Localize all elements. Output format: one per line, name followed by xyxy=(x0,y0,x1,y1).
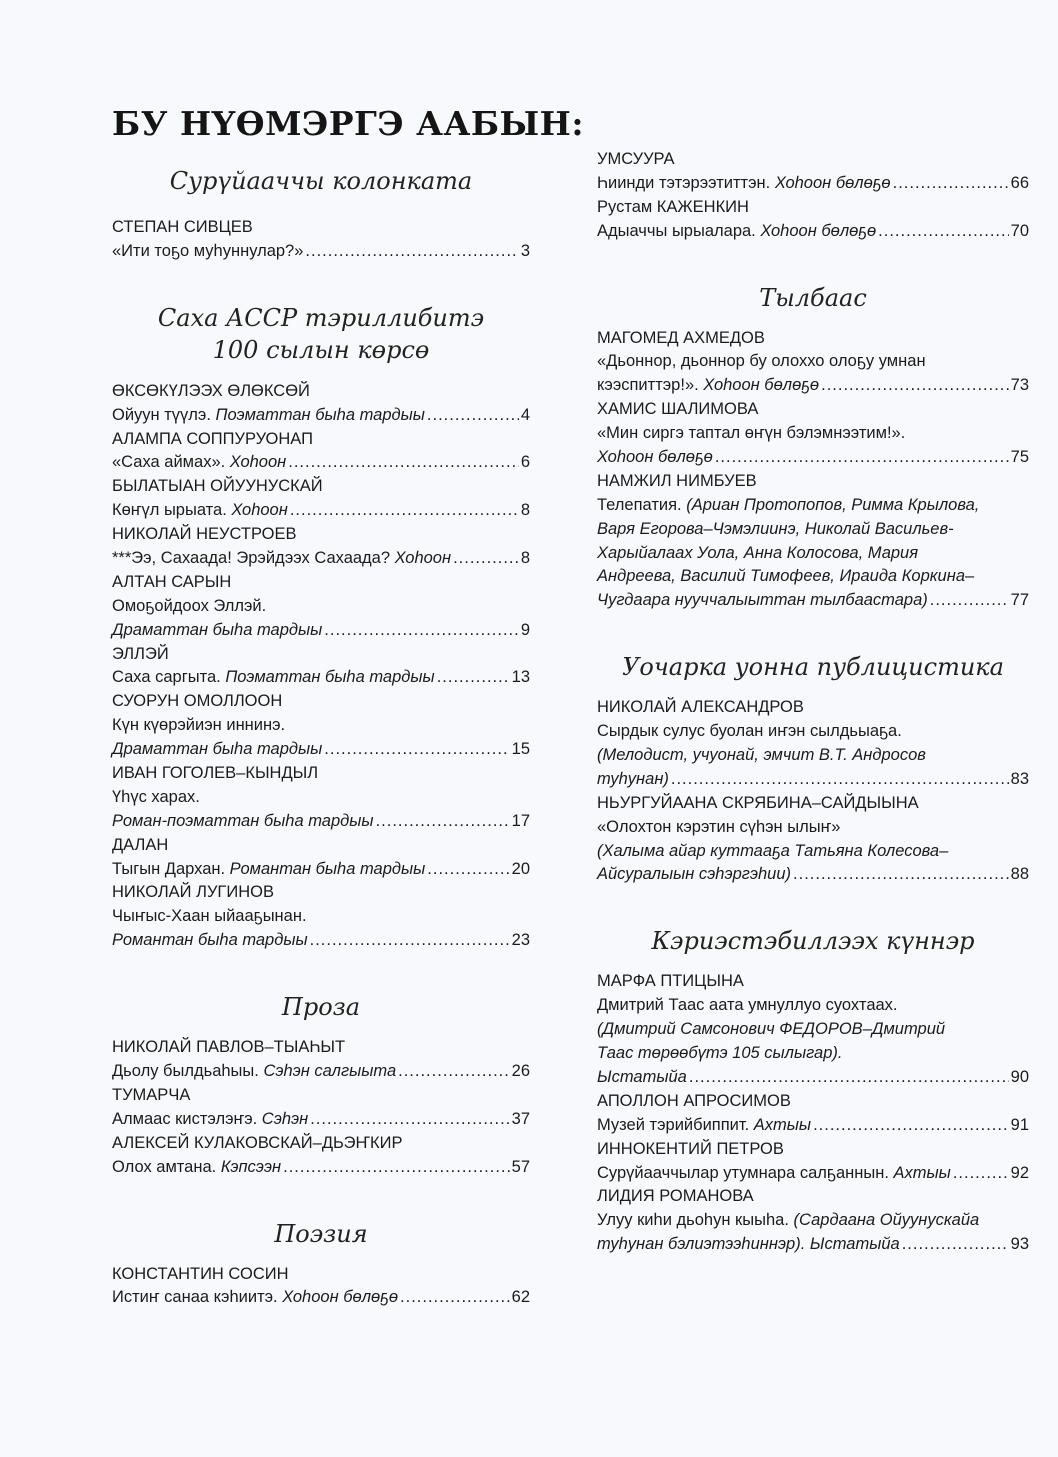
entry-author: УМСУУРА xyxy=(597,150,675,168)
entry-title: Сурүйааччылар утумнара салҕаннын. xyxy=(597,1163,894,1182)
dot-leader xyxy=(376,810,510,834)
entry-title-line xyxy=(112,1156,530,1180)
toc-column-right xyxy=(597,148,1029,1257)
section-heading xyxy=(597,887,1029,970)
entry-genre: Чугдаара нууччалыыттан тылбаастара) xyxy=(597,591,928,610)
entry-title-line xyxy=(112,858,530,882)
entry-title-line xyxy=(597,589,1029,613)
section-heading xyxy=(112,150,530,216)
entry-genre: Хоһоон бөлөҕө xyxy=(774,173,891,192)
toc-entry xyxy=(112,834,530,882)
toc-entry xyxy=(112,1132,530,1180)
entry-title-line xyxy=(597,1162,1029,1186)
entry-title-line xyxy=(112,404,530,428)
page-number: 62 xyxy=(511,1288,530,1307)
entry-author: СУОРУН ОМОЛЛООН xyxy=(112,692,283,711)
entry-genre: туһунан) xyxy=(597,769,669,788)
dot-leader xyxy=(953,1162,1009,1186)
entry-title-line xyxy=(597,446,1029,470)
entry-title-line xyxy=(597,374,1029,398)
entry-title-line xyxy=(112,786,530,810)
page-number: 26 xyxy=(511,1062,530,1081)
entry-title-line xyxy=(597,1042,1029,1066)
toc-entry xyxy=(112,762,530,834)
entry-title: Дмитрий Таас аата умнуллуо суохтаах. xyxy=(597,996,898,1015)
toc-entry xyxy=(597,970,1029,1089)
entry-genre: туһунан бэлиэтээһиннэр). Ыстатыйа xyxy=(597,1235,900,1254)
page-number: 17 xyxy=(511,811,530,830)
page-number: 3 xyxy=(520,241,530,260)
entry-title-line xyxy=(112,499,530,523)
entry-title: ***Ээ, Сахаада! Эрэйдээх Сахаада? xyxy=(112,549,395,568)
entry-author: МАРФА ПТИЦЫНА xyxy=(597,972,744,991)
entry-title-line xyxy=(597,863,1029,887)
entry-title-line xyxy=(112,1108,530,1132)
entry-title-line xyxy=(597,172,1029,196)
dot-leader xyxy=(821,374,1009,398)
entry-title-line xyxy=(112,619,530,643)
entry-author: ТУМАРЧА xyxy=(112,1085,191,1104)
toc-entry xyxy=(597,398,1029,470)
dot-leader xyxy=(305,240,518,264)
toc-entry xyxy=(112,690,530,762)
entry-genre: Хоһоон бөлөҕө xyxy=(597,448,713,467)
dot-leader xyxy=(400,1286,510,1310)
entry-author: ХАМИС ШАЛИМОВА xyxy=(597,400,759,419)
page-number: 9 xyxy=(520,620,530,639)
entry-author: НИКОЛАЙ ЛУГИНОВ xyxy=(112,883,274,902)
entry-genre: Сэһэн салгыыта xyxy=(263,1062,397,1081)
entry-title-line xyxy=(597,518,1029,542)
section-heading-line: Тылбаас xyxy=(759,283,867,312)
toc-entry xyxy=(597,148,1029,196)
entry-author: АЛАМПА СОППУРУОНАП xyxy=(112,429,313,448)
section-heading-line: Кэриэстэбиллээх күннэр xyxy=(651,927,975,956)
entry-title-line xyxy=(112,240,530,264)
dot-leader xyxy=(689,1066,1009,1090)
entry-author: АЛЕКСЕЙ КУЛАКОВСКАЙ–ДЬЭҤКИР xyxy=(112,1133,403,1152)
dot-leader xyxy=(310,929,510,953)
page-number: 4 xyxy=(520,405,530,424)
entry-title: Истиҥ санаа кэһиитэ. xyxy=(112,1288,283,1307)
entry-author: Рустам КАЖЕНКИН xyxy=(597,197,749,216)
entry-title-line xyxy=(112,595,530,619)
section-heading xyxy=(597,613,1029,696)
entry-genre: Ахтыы xyxy=(753,1115,812,1134)
section-heading-line: Саха АССР тэриллибитэ xyxy=(157,303,485,332)
entry-title: Дьолу былдьаһыы. xyxy=(112,1062,264,1081)
dot-leader xyxy=(453,547,519,571)
page-title: БУ НҮӨМЭРГЭ ААБЫН: xyxy=(112,104,585,143)
entry-title-line xyxy=(597,994,1029,1018)
entry-title-line xyxy=(597,422,1029,446)
page-number: 8 xyxy=(520,549,530,568)
page-number: 93 xyxy=(1010,1235,1029,1254)
entry-title-line xyxy=(597,840,1029,864)
toc-column-left xyxy=(112,150,530,1310)
dot-leader xyxy=(715,446,1009,470)
toc-entry xyxy=(597,1185,1029,1257)
entry-genre: (Дмитрий Самсонович ФЕДОРОВ–Дмитрий xyxy=(597,1020,946,1039)
entry-genre: (Халыма айар куттааҕа Татьяна Колесова– xyxy=(597,841,949,860)
entry-title: Саха саргыта. xyxy=(112,668,226,687)
entry-author: ЛИДИЯ РОМАНОВА xyxy=(597,1187,754,1206)
page-number: 15 xyxy=(511,740,530,759)
entry-title-line xyxy=(112,810,530,834)
dot-leader xyxy=(671,768,1009,792)
page-number: 92 xyxy=(1010,1163,1029,1182)
entry-title: Музей тэрийбиппит. xyxy=(597,1115,754,1134)
entry-author: КОНСТАНТИН СОСИН xyxy=(112,1264,289,1283)
entry-title-line xyxy=(597,1066,1029,1090)
entry-genre: Кэпсээн xyxy=(220,1157,282,1176)
dot-leader xyxy=(398,1060,510,1084)
entry-title: «Дьоннор, дьоннор бу олоххо олоҕу умнан xyxy=(597,352,926,371)
page-number: 90 xyxy=(1010,1067,1029,1086)
toc-entry xyxy=(112,1036,530,1084)
entry-title: Тыгын Дархан. xyxy=(112,859,230,878)
entry-title-line xyxy=(597,350,1029,374)
entry-author: НАМЖИЛ НИМБУЕВ xyxy=(597,471,757,490)
entry-title: Улуу киһи дьоһун кыыһа. xyxy=(597,1211,794,1230)
page-number: 70 xyxy=(1010,221,1029,240)
dot-leader xyxy=(437,666,510,690)
section-heading xyxy=(112,953,530,1036)
entry-title: Һиинди тэтэрээтиттэн. xyxy=(597,173,775,192)
entry-genre: Хоһоон xyxy=(231,501,288,520)
entry-author: ИВАН ГОГОЛЕВ–КЫНДЫЛ xyxy=(112,764,319,783)
entry-title-line xyxy=(597,744,1029,768)
dot-leader xyxy=(288,451,519,475)
entry-genre: (Мелодист, учуонай, эмчит В.Т. Андросов xyxy=(597,746,926,765)
entry-genre: Харыйалаах Уола, Анна Колосова, Мария xyxy=(597,543,919,562)
section-heading-line: Проза xyxy=(281,993,361,1022)
toc-entry xyxy=(112,1084,530,1132)
dot-leader xyxy=(427,858,509,882)
entry-title-line xyxy=(112,1060,530,1084)
dot-leader xyxy=(427,404,519,428)
entry-genre: (Сардаана Ойуунускайа xyxy=(793,1211,980,1230)
entry-title: Көҥүл ырыата. xyxy=(112,501,232,520)
section-heading-line: Поэзия xyxy=(274,1219,368,1248)
toc-entry xyxy=(112,428,530,476)
page-number: 8 xyxy=(520,501,530,520)
entry-title-line xyxy=(112,714,530,738)
entry-title-line xyxy=(597,220,1029,244)
dot-leader xyxy=(793,863,1009,887)
entry-title: Сырдык сулус буолан иҥэн сылдьыаҕа. xyxy=(597,722,902,741)
entry-title-line xyxy=(112,451,530,475)
entry-title-line xyxy=(112,1286,530,1310)
entry-genre: Андреева, Василий Тимофеев, Ираида Коркина– xyxy=(597,567,975,586)
entry-genre: Хоһоон бөлөҕө xyxy=(282,1288,399,1307)
entry-title: «Мин сиргэ таптал өҥүн бэлэмнээтим!». xyxy=(597,424,906,443)
page-number: 37 xyxy=(511,1109,530,1128)
entry-title-line xyxy=(112,666,530,690)
dot-leader xyxy=(902,1233,1009,1257)
entry-title-line xyxy=(112,929,530,953)
entry-author: ДАЛАН xyxy=(112,835,169,854)
entry-title-line xyxy=(597,1209,1029,1233)
page-number: 75 xyxy=(1010,448,1029,467)
dot-leader xyxy=(283,1156,510,1180)
section-heading-line: 100 сылын көрсө xyxy=(212,335,430,364)
entry-title-line xyxy=(112,547,530,571)
entry-genre: Варя Егорова–Чэмэлиинэ, Николай Васильев- xyxy=(597,519,954,538)
entry-genre: Драматтан быһа тардыы xyxy=(112,620,323,639)
entry-author: МАГОМЕД АХМЕДОВ xyxy=(597,328,765,347)
toc-entry xyxy=(597,196,1029,244)
dot-leader xyxy=(310,1108,509,1132)
entry-title-line xyxy=(112,905,530,929)
entry-genre: Романтан быһа тардыы xyxy=(229,859,426,878)
entry-author: ӨКСӨКҮЛЭЭХ ӨЛӨКСӨЙ xyxy=(112,381,310,400)
entry-title: Үһүс харах. xyxy=(112,787,200,806)
entry-title: «Олохтон кэрэтин сүһэн ылыҥ» xyxy=(597,817,841,836)
section-heading xyxy=(112,1180,530,1263)
entry-title-line xyxy=(597,720,1029,744)
toc-entry xyxy=(112,571,530,643)
toc-entry xyxy=(597,327,1029,399)
toc-entry xyxy=(112,523,530,571)
entry-genre: Ахтыы xyxy=(893,1163,951,1182)
page-number: 73 xyxy=(1010,376,1029,395)
entry-title: Чыҥыс-Хаан ыйааҕынан. xyxy=(112,907,307,926)
entry-title: Олох амтана. xyxy=(112,1157,221,1176)
dot-leader xyxy=(930,589,1009,613)
entry-title-line xyxy=(597,1018,1029,1042)
entry-genre: (Ариан Протопопов, Римма Крылова, xyxy=(686,495,980,514)
entry-genre: Хоһоон xyxy=(394,549,452,568)
entry-title: «Саха аймах». xyxy=(112,453,230,472)
page-number: 23 xyxy=(511,931,530,950)
toc-entry xyxy=(597,470,1029,613)
toc-entry xyxy=(112,643,530,691)
entry-title-line xyxy=(597,1114,1029,1138)
page-number: 6 xyxy=(520,453,530,472)
entry-title-line xyxy=(597,816,1029,840)
page-number: 13 xyxy=(511,668,530,687)
entry-genre: Драматтан быһа тардыы xyxy=(112,740,323,759)
toc-entry xyxy=(597,1138,1029,1186)
page-number: 91 xyxy=(1010,1115,1029,1134)
dot-leader xyxy=(324,738,509,762)
entry-author: ЭЛЛЭЙ xyxy=(112,644,169,663)
entry-genre: Хоһоон xyxy=(229,453,287,472)
entry-genre: Хоһоон бөлөҕө xyxy=(760,221,877,240)
entry-genre: Поэматтан быһа тардыы xyxy=(225,668,435,687)
entry-genre: Сэһэн xyxy=(261,1109,309,1128)
entry-title: Ойуун түүлэ. xyxy=(112,405,216,424)
section-heading-line: Уочарка уонна публицистика xyxy=(622,653,1004,682)
entry-author: ИННОКЕНТИЙ ПЕТРОВ xyxy=(597,1139,784,1158)
entry-genre: Поэматтан быһа тардыы xyxy=(215,405,425,424)
entry-genre: Таас төрөөбүтэ 105 сылыгар). xyxy=(597,1044,843,1063)
dot-leader xyxy=(893,172,1009,196)
entry-author: НИКОЛАЙ ПАВЛОВ–ТЫАҺЫТ xyxy=(112,1038,346,1057)
entry-title: Адыаччы ырыалара. xyxy=(597,221,761,240)
entry-title-line xyxy=(597,1233,1029,1257)
entry-title-line xyxy=(597,494,1029,518)
entry-author: АПОЛЛОН АПРОСИМОВ xyxy=(597,1091,791,1110)
section-heading xyxy=(112,264,530,380)
page-number: 66 xyxy=(1010,173,1029,192)
toc-entry xyxy=(112,1263,530,1311)
entry-author: СТЕПАН СИВЦЕВ xyxy=(112,218,253,236)
entry-title: Телепатия. xyxy=(597,495,687,514)
entry-title: Омоҕойдоох Эллэй. xyxy=(112,596,267,615)
entry-genre: Ыстатыйа xyxy=(597,1067,687,1086)
entry-genre: Хоһоон бөлөҕө xyxy=(703,376,820,395)
dot-leader xyxy=(813,1114,1009,1138)
toc-entry xyxy=(597,696,1029,792)
toc-entry xyxy=(112,881,530,953)
entry-author: НИКОЛАЙ НЕУСТРОЕВ xyxy=(112,525,297,544)
page-number: 83 xyxy=(1010,769,1029,788)
section-heading xyxy=(597,244,1029,327)
toc-entry xyxy=(112,380,530,428)
page-number: 88 xyxy=(1010,865,1029,884)
toc-entry xyxy=(112,475,530,523)
toc-entry xyxy=(112,216,530,264)
entry-author: БЫЛАТЫАН ОЙУУНУСКАЙ xyxy=(112,477,323,496)
page-number: 20 xyxy=(511,859,530,878)
entry-title: кээспиттэр!». xyxy=(597,376,704,395)
entry-title-line xyxy=(597,565,1029,589)
page-number: 77 xyxy=(1010,591,1029,610)
entry-genre: Романтан быһа тардыы xyxy=(112,931,308,950)
entry-genre: Роман-поэматтан быһа тардыы xyxy=(112,811,374,830)
dot-leader xyxy=(878,220,1008,244)
entry-title: Алмаас кистэлэҥэ. xyxy=(112,1109,262,1128)
entry-title: Күн күөрэйиэн иннинэ. xyxy=(112,716,286,735)
toc-entry xyxy=(597,792,1029,888)
entry-genre: Айсуралыын сэһэргэһии) xyxy=(597,865,792,884)
dot-leader xyxy=(290,499,519,523)
entry-title: «Ити тоҕо муһуннулар?» xyxy=(112,241,304,260)
entry-author: АЛТАН САРЫН xyxy=(112,572,232,591)
entry-author: НЬУРГУЙААНА СКРЯБИНА–САЙДЫЫНА xyxy=(597,793,919,812)
entry-title-line xyxy=(597,768,1029,792)
page-number: 57 xyxy=(511,1157,530,1176)
entry-title-line xyxy=(597,542,1029,566)
dot-leader xyxy=(324,619,519,643)
entry-title-line xyxy=(112,738,530,762)
toc-entry xyxy=(597,1090,1029,1138)
entry-author: НИКОЛАЙ АЛЕКСАНДРОВ xyxy=(597,698,804,717)
section-heading-line: Сурүйааччы колонката xyxy=(169,167,473,195)
